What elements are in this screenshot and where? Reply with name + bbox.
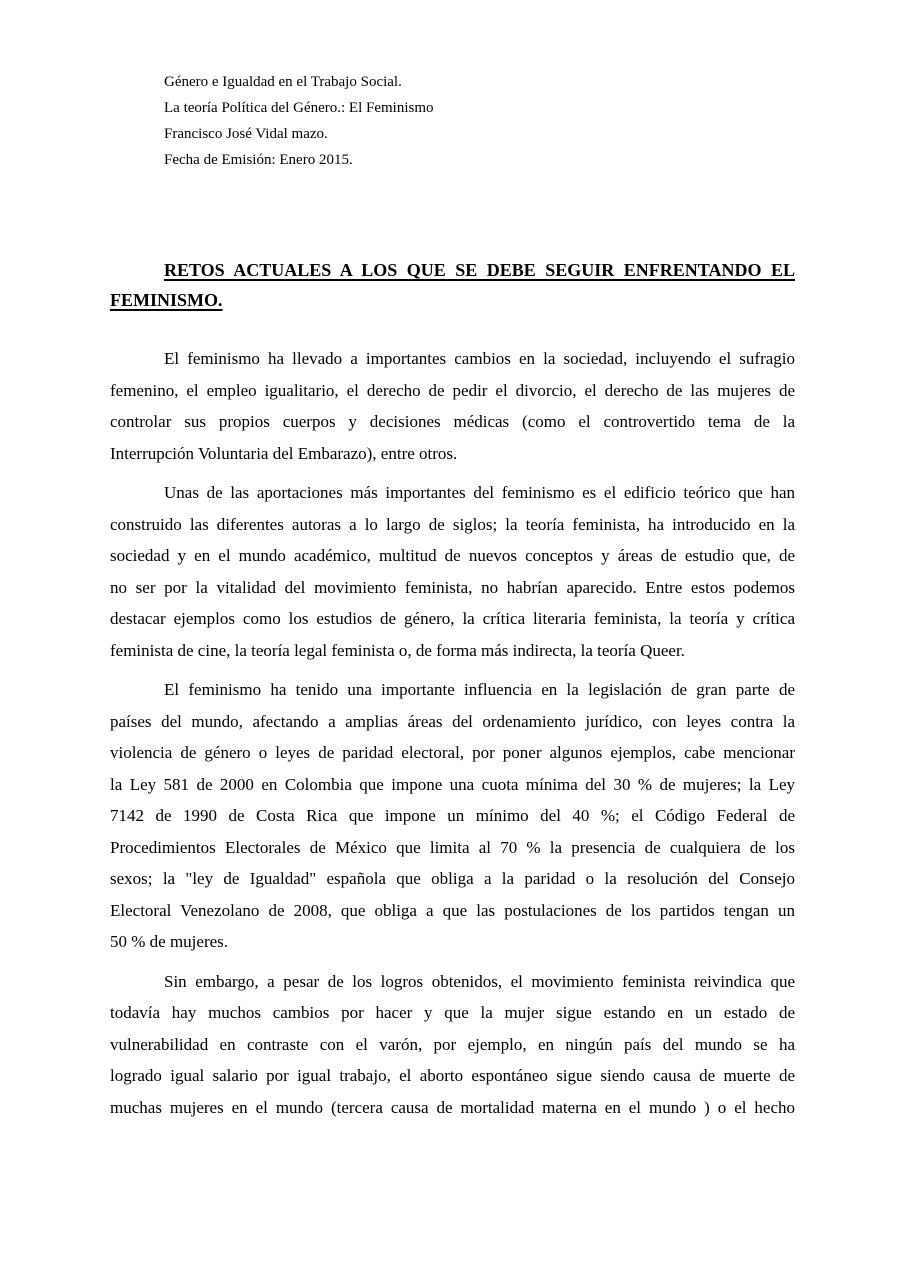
text-line: países del mundo, afectando a amplias áreas del ordenamiento jurídico, con leyes contra la (110, 711, 795, 731)
text-line: construido las diferentes autoras a lo largo de siglos; la teoría feminista, ha introducido en la (110, 514, 795, 534)
document-header (110, 69, 795, 173)
header-line: Género e Igualdad en el Trabajo Social. (164, 74, 402, 90)
text-line: vulnerabilidad en contraste con el varón, por ejemplo, en ningún país del mundo se ha (110, 1034, 795, 1054)
header-line: La teoría Política del Género.: El Feminismo (164, 100, 434, 116)
text-line: destacar ejemplos como los estudios de género, la crítica literaria feminista, la teoría y crítica (110, 609, 795, 628)
text-line: la Ley 581 de 2000 en Colombia que impone una cuota mínima del 30 % de mujeres; la Ley (110, 774, 795, 794)
text-line: logrado igual salario por igual trabajo, el aborto espontáneo sigue siendo causa de muerte de (110, 1066, 795, 1085)
text-line: Sin embargo, a pesar de los logros obtenidos, el movimiento feminista reivindica que (164, 971, 795, 991)
text-line: sociedad y en el mundo académico, multitud de nuevos conceptos y áreas de estudio que, de (110, 546, 795, 565)
text-line: femenino, el empleo igualitario, el derecho de pedir el divorcio, el derecho de las mujeres de (110, 380, 795, 400)
text-line: controlar sus propios cuerpos y decisiones médicas (como el controvertido tema de la (110, 412, 795, 431)
heading-line: RETOS ACTUALES A LOS QUE SE DEBE SEGUIR ENFRENTANDO EL (164, 260, 795, 280)
text-line: todavía hay muchos cambios por hacer y que la mujer sigue estando en un estado de (110, 1003, 795, 1022)
text-line: Electoral Venezolano de 2008, que obliga a que las postulaciones de los partidos tengan un (110, 900, 795, 920)
text-line: violencia de género o leyes de paridad electoral, por poner algunos ejemplos, cabe mencionar (110, 743, 795, 762)
text-line: sexos; la "ley de Igualdad" española que obliga a la paridad o la resolución del Consejo (110, 869, 795, 888)
header-line: Francisco José Vidal mazo. (164, 126, 328, 142)
text-line: El feminismo ha llevado a importantes cambios en la sociedad, incluyendo el sufragio (164, 349, 795, 368)
text-line: muchas mujeres en el mundo (tercera causa de mortalidad materna en el mundo ) o el hecho (110, 1097, 795, 1117)
paragraph (110, 477, 795, 666)
text-line: Unas de las aportaciones más importantes del feminismo es el edificio teórico que han (164, 483, 795, 502)
text-line: Interrupción Voluntaria del Embarazo), entre otros. (110, 443, 458, 463)
text-line: 7142 de 1990 de Costa Rica que impone un mínimo del 40 %; el Código Federal de (110, 806, 795, 825)
paragraph (110, 343, 795, 469)
heading-line: FEMINISMO. (110, 290, 223, 310)
header-line: Fecha de Emisión: Enero 2015. (164, 152, 353, 168)
text-line: El feminismo ha tenido una importante influencia en la legislación de gran parte de (164, 680, 795, 699)
section-heading (110, 255, 795, 315)
text-line: 50 % de mujeres. (110, 932, 229, 951)
text-line: no ser por la vitalidad del movimiento feminista, no habrían aparecido. Entre estos podemos (110, 577, 795, 597)
document-body (110, 343, 795, 1123)
paragraph (110, 674, 795, 958)
paragraph (110, 966, 795, 1124)
text-line: feminista de cine, la teoría legal feminista o, de forma más indirecta, la teoría Queer. (110, 640, 685, 660)
text-line: Procedimientos Electorales de México que limita al 70 % la presencia de cualquiera de los (110, 837, 795, 857)
page-content (110, 0, 795, 1131)
